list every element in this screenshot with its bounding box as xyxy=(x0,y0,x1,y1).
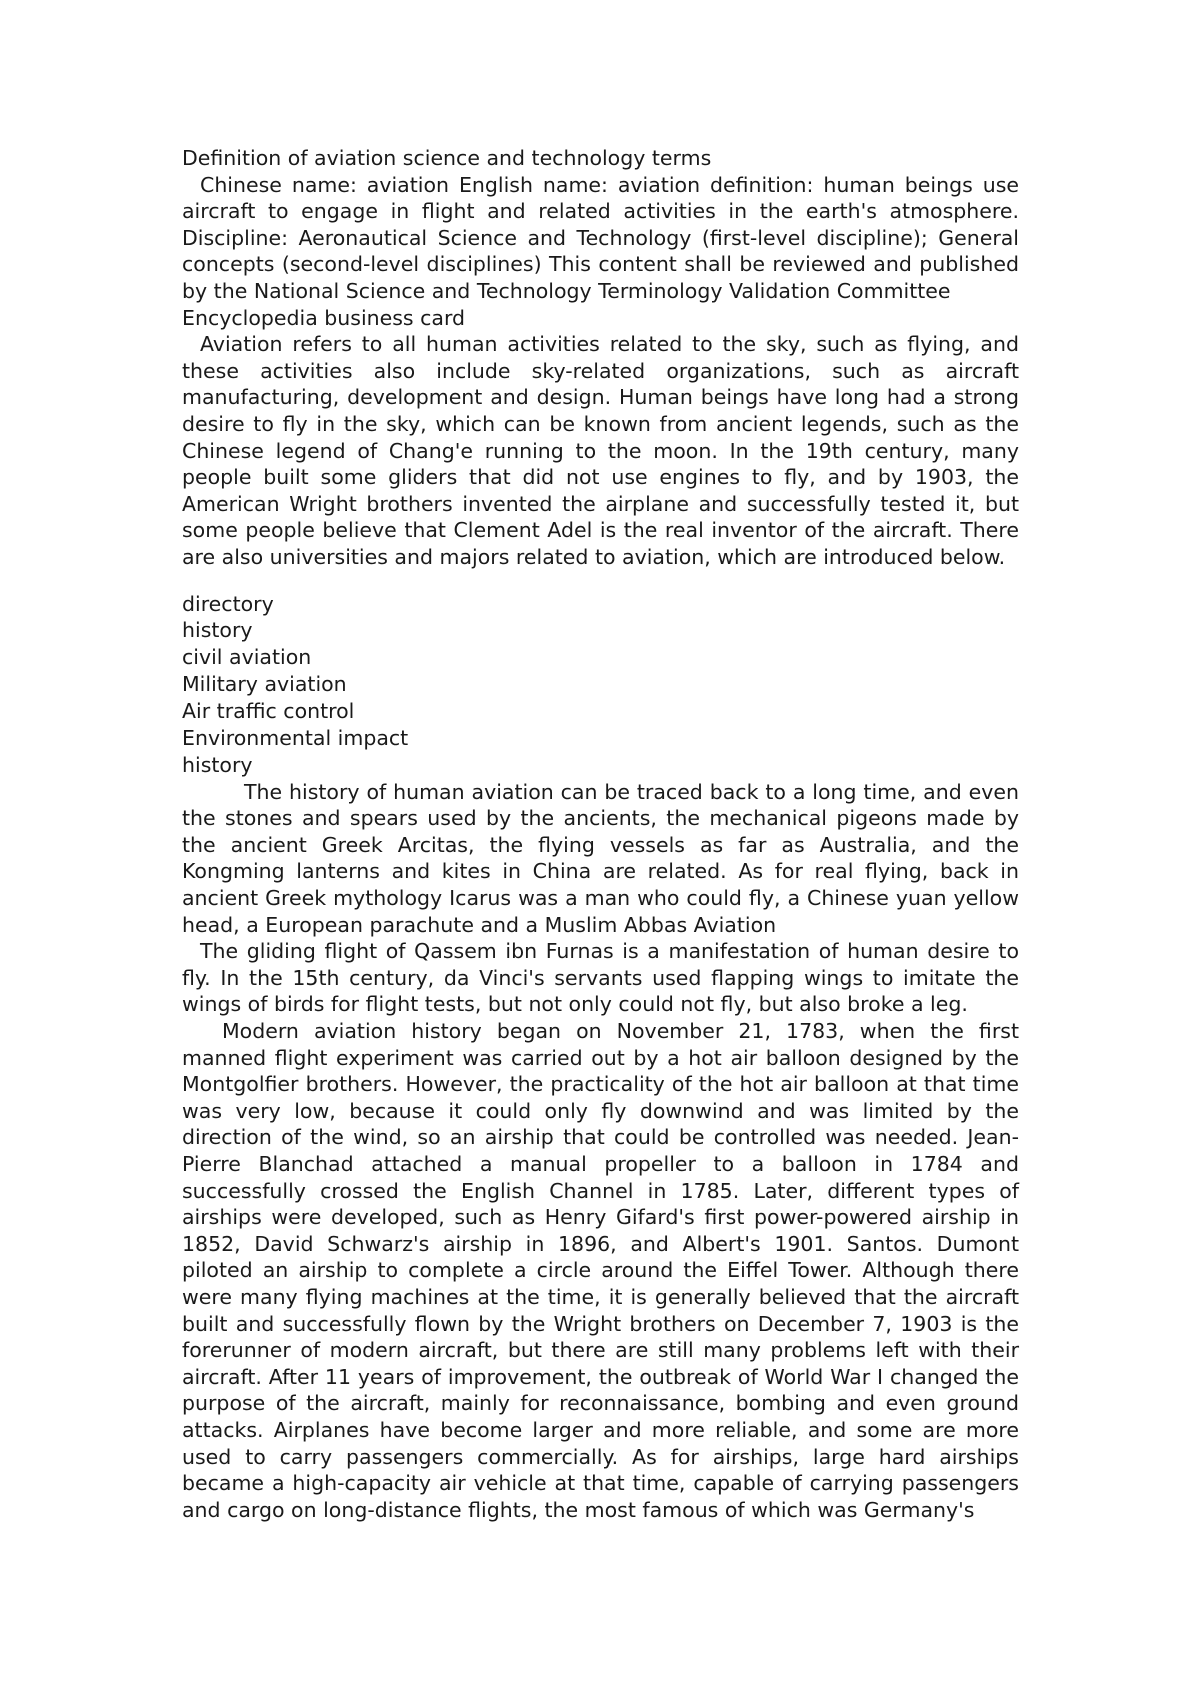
definition-paragraph: Chinese name: aviation English name: aviation definition: human beings use aircraft to engage in flight and related activities in the earth's atmosphere. Discipline: Aeronautical Science and Technology (first-level discipline); General concepts (second-level disciplines) This content shall be reviewed and published by the National Science and Technology Terminology Validation Committee xyxy=(182,172,1019,303)
intro-paragraph: Aviation refers to all human activities related to the sky, such as flying, and these activities also include sky-related organizations, such as aircraft manufacturing, development and design. Human beings have long had a strong desire to fly in the sky, which can be known from ancient legends, such as the Chinese legend of Chang'e running to the moon. In the 19th century, many people built some gliders that did not use engines to fly, and by 1903, the American Wright brothers invented the airplane and successfully tested it, but some people believe that Clement Adel is the real inventor of the aircraft. There are also universities and majors related to aviation, which are introduced below. xyxy=(182,332,1019,569)
toc-item-military-aviation[interactable]: Military aviation xyxy=(182,672,347,697)
toc-item-air-traffic-control[interactable]: Air traffic control xyxy=(182,699,355,724)
history-paragraph-1: The history of human aviation can be traced back to a long time, and even the stones and spears used by the ancients, the mechanical pigeons made by the ancient Greek Arcitas, the flying vessels as far as Australia, and the Kongming lanterns and kites in China are related. As for real flying, back in ancient Greek mythology Icarus was a man who could fly, a Chinese yuan yellow head, a European parachute and a Muslim Abbas Aviation xyxy=(182,779,1019,937)
document-title: Definition of aviation science and technology terms xyxy=(182,146,712,170)
toc-item-history[interactable]: history xyxy=(182,618,253,643)
history-paragraph-3: Modern aviation history began on November 21, 1783, when the first manned flight experiment was carried out by a hot air balloon designed by the Montgolfier brothers. However, the practicality of the hot air balloon at that time was very low, because it could only fly downwind and was limited by the direction of the wind, so an airship that could be controlled was needed. Jean-Pierre Blanchad attached a manual propeller to a balloon in 1784 and successfully crossed the English Channel in 1785. Later, different types of airships were developed, such as Henry Gifard's first power-powered airship in 1852, David Schwarz's airship in 1896, and Albert's 1901. Santos. Dumont piloted an airship to complete a circle around the Eiffel Tower. Although there were many flying machines at the time, it is generally believed that the aircraft built and successfully flown by the Wright brothers on December 7, 1903 is the forerunner of modern aircraft, but there are still many problems left with their aircraft. After 11 years of improvement, the outbreak of World War I changed the purpose of the aircraft, mainly for reconnaissance, bombing and even ground attacks. Airplanes have become larger and more reliable, and some are more used to carry passengers commercially. As for airships, large hard airships became a high-capacity air vehicle at that time, capable of carrying passengers and cargo on long-distance flights, the most famous of which was Germany's xyxy=(182,1019,1019,1522)
directory-heading: directory xyxy=(182,591,274,616)
toc-item-civil-aviation[interactable]: civil aviation xyxy=(182,645,312,670)
business-card-heading: Encyclopedia business card xyxy=(182,305,466,330)
document-page xyxy=(182,145,1019,1523)
toc-item-environmental-impact[interactable]: Environmental impact xyxy=(182,726,409,751)
history-paragraph-2: The gliding flight of Qassem ibn Furnas is a manifestation of human desire to fly. In the 15th century, da Vinci's servants used flapping wings to imitate the wings of birds for flight tests, but not only could not fly, but also broke a leg. xyxy=(182,939,1019,1017)
table-of-contents xyxy=(182,617,1019,752)
history-heading: history xyxy=(182,753,253,778)
